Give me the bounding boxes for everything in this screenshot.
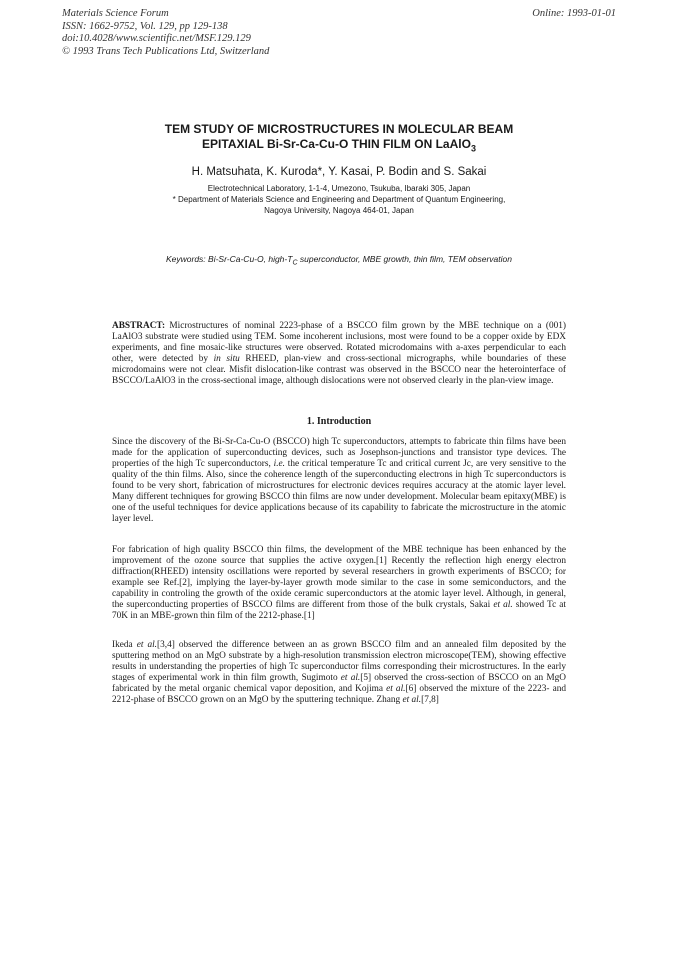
affiliations — [60, 183, 618, 216]
affiliation-1: Electrotechnical Laboratory, 1-1-4, Umezono, Tsukuba, Ibaraki 305, Japan — [207, 184, 471, 193]
copyright-line: © 1993 Trans Tech Publications Ltd, Switzerland — [62, 45, 270, 57]
authors: H. Matsuhata, K. Kuroda*, Y. Kasai, P. Bodin and S. Sakai — [191, 166, 487, 178]
journal-name: Materials Science Forum — [62, 8, 169, 19]
doi-line: doi:10.4028/www.scientific.net/MSF.129.129 — [62, 33, 251, 44]
keywords: Keywords: Bi-Sr-Ca-Cu-O, high-$T_C$ superconductor, MBE growth, thin film, TEM observation — [165, 254, 512, 267]
paper-title — [60, 122, 618, 156]
section-heading: 1. Introduction — [306, 416, 372, 427]
title-line-2: EPITAXIAL Bi-Sr-Ca-Cu-O THIN FILM ON LaAlO$_3$ — [202, 137, 476, 154]
affiliation-2: * Department of Materials Science and Engineering and Department of Quantum Engineering, — [172, 195, 506, 204]
paragraph-3: Ikeda et al.[3,4] observed the difference between an as grown BSCCO film and an annealed film deposited by the sputtering method on an MgO substrate by a high-resolution transmission electron microscope(TEM), showing effective results in understanding the properties of high Tc superconductor films corresponding their microstructures. In the early stages of experimental work in thin film growth, Sugimoto et al.[5] observed the cross-section of BSCCO on an MgO fabricated by the metal organic chemical vapor deposition, and Kojima et al.[6] observed the mixture of the 2223- and 2212-phase of BSCCO grown on an MgO by the sputtering technique. Zhang et al.[7,8] — [112, 640, 567, 705]
paragraph-1: Since the discovery of the Bi-Sr-Ca-Cu-O (BSCCO) high Tc superconductors, attempts to fabricate thin films have been made for the application of superconducting devices, such as Josephson-junctions and transistor type devices. The properties of the high Tc superconductors, i.e. the critical temperature Tc and critical current Jc, are very sensitive to the quality of the thin films. Also, since the coherence length of the superconducting electrons in high Tc superconductors is found to be very short, fabrication of microstructures for electronic devices requires accuracy at the atomic layer level. Many different techniques for growing BSCCO thin films are now under development. Molecular beam epitaxy(MBE) is one of the useful techniques for device applications because of its capability to fabricate the microstructure in the atomic layer level. — [112, 437, 566, 524]
issn-line: ISSN: 1662-9752, Vol. 129, pp 129-138 — [62, 20, 228, 32]
paragraph-2: For fabrication of high quality BSCCO thin films, the development of the MBE technique has been enhanced by the improvement of the ozone source that supplies the active oxygen.[1] Recently the reflection high energy electron diffraction(RHEED) intensity oscillations were reported by several researchers in growth experiments of BSCCO; for example see Ref.[2], implying the layer-by-layer growth mode similar to the case in some semiconductors, and the capability in controling the growth of the oxide ceramic superconductors at the atomic layer level. Although, in general, the superconducting properties of BSCCO films are different from those of the bulk crystals, Sakai et al. showed Tc at 70K in an MBE-grown thin film of the 2212-phase.[1] — [112, 545, 566, 621]
online-date: Online: 1993-01-01 — [532, 8, 616, 19]
abstract-label: ABSTRACT: — [112, 321, 166, 331]
title-line-1: TEM STUDY OF MICROSTRUCTURES IN MOLECULAR BEAM — [164, 122, 514, 136]
affiliation-3: Nagoya University, Nagoya 464-01, Japan — [264, 206, 414, 215]
journal-header — [62, 8, 269, 58]
abstract: ABSTRACT: Microstructures of nominal 2223-phase of a BSCCO film grown by the MBE technique on a (001) LaAlO3 substrate were studied using TEM. Some incoherent inclusions, most were found to be a copper oxide by EDX experiments, and fine mosaic-like structures were observed. Rotated microdomains with a-axes perpendicular to each other, were detected by in situ RHEED, plan-view and cross-sectional micrographs, while boundaries of these microdomains were not clear. Misfit dislocation-like contrast was observed in the BSCCO near the heterointerface of BSCCO/LaAlO3 in the cross-sectional image, although dislocations were not observed clearly in the plan-view image. — [112, 321, 567, 386]
